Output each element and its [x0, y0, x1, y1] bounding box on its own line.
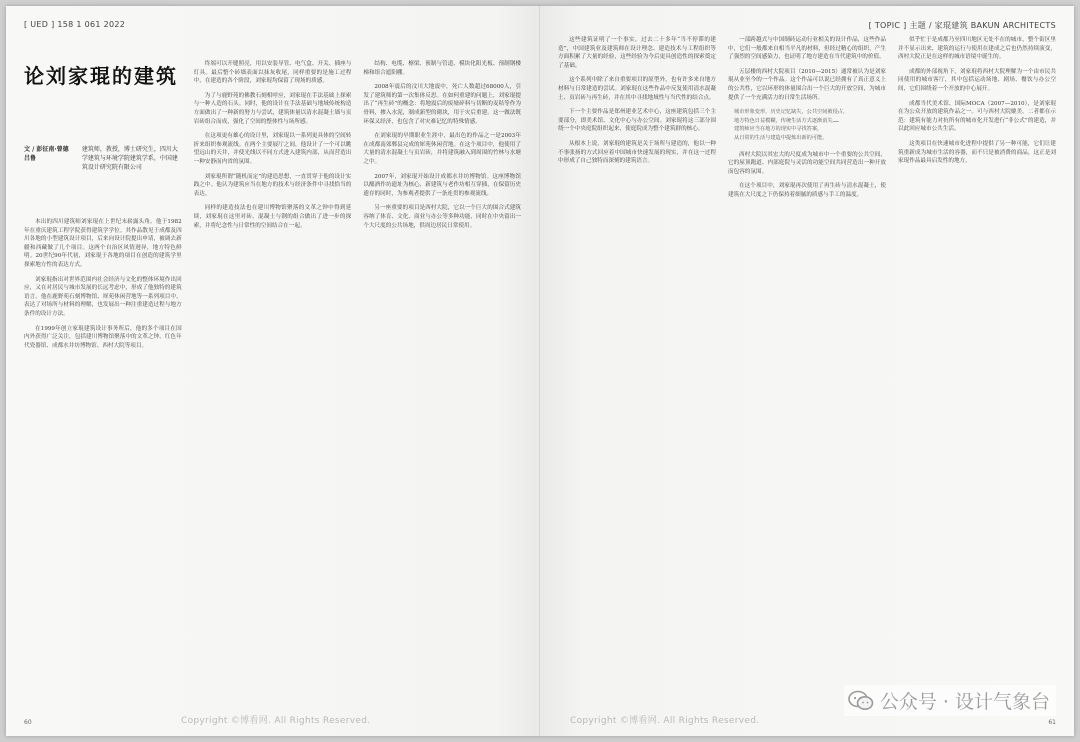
- left-column-1: [24, 60, 182, 706]
- paragraph: 下一个主要作品是郑州建业艺术中心，这座建筑包括三个主要部分，即美术馆、文化中心与办公空间。刘家琨将这三部分围绕一个中央庭院组织起来，使庭院成为整个建筑群的核心。: [558, 109, 716, 133]
- quote-line: 地方特色日益模糊，传统生活方式逐渐消失……: [734, 117, 839, 124]
- right-page: [540, 6, 1074, 736]
- paragraph: 终端可以开缝照亮，用以安装导管、电气盒、开关、插座与灯具。最后整个砖墙表面以抹灰收尾，同样重要的是施工过程中，在建造的各个阶段，刘家琨均保留了现场的质感。: [193, 61, 352, 85]
- running-head-left: [ UED ] 158 1 061 2022: [24, 20, 126, 29]
- article-title: 论刘家琨的建筑: [24, 64, 178, 88]
- right-column-3: [898, 36, 1056, 706]
- author-bio: 建筑师，教授，博士研究生，四川大学建筑与环境学院建筑学系，中国建筑设计研究院有限公司: [81, 146, 178, 171]
- paragraph: 在刘家琨的早期职业生涯中，最出色的作品之一是2003年在成都南郊郫县完成的犀苑休闲营地。在这个项目中，他使用了大量的清水混凝土与页岩砖，并将建筑融入到周围的竹林与水塘之中。: [363, 133, 522, 165]
- wechat-icon: [848, 690, 874, 712]
- quote-line: 从日常的生活与建造中提炼出新的可能。: [734, 134, 828, 141]
- copyright-left: Copyright ©博看网. All Rights Reserved.: [181, 716, 371, 726]
- quote-line: 建筑师应当在地方的现实中寻找答案，: [734, 126, 823, 133]
- paragraph: 同样的建造技法也在建川博物馆聚落的文革之钟中得到延续，刘家琨在这里对砖、混凝土与钢的组合做出了进一步的探索，并将纪念性与日常性的空间结合在一起。: [193, 205, 352, 229]
- right-page-columns: [558, 36, 1056, 706]
- right-column-2: [728, 36, 886, 706]
- running-head-right: [ TOPIC ] 主题 / 家琨建筑 BAKUN ARCHITECTS: [868, 21, 1056, 30]
- paragraph: 另一座重要的项目是西村大院，它以一个巨大的围合式建筑容纳了体育、文化、商业与办公等多种功能，同时在中央留出一个大尺度的公共场地，供周边居民日常使用。: [363, 205, 522, 229]
- paragraph: 刘家琨所谓“随机而定”的建造思想，一直贯穿于他的设计实践之中。他认为建筑应当在地方的技术与经济条件中寻找恰当的表达。: [193, 173, 352, 197]
- paragraph: 在这项更有雄心的设计里，刘家琨以一系列更具体的空间转折来组织参观流线。在两个主要展厅之间，他设计了一个可以眺望远山的天井，并使光线以不同方式进入建筑内部，从而营造出一种安静而内省的氛围。: [193, 133, 352, 165]
- left-page: [6, 6, 540, 736]
- paragraph: 2008年震后的汶川大地震中，死亡人数超过68000人，引发了建筑师的第一次集体反思。在如何重建的问题上，刘家琨提出了“再生砖”的概念：将地震后的废墟碎料与切断的麦秸等作为骨料，掺入水泥，制成新型的砌块，用于灾后重建。这一做法既环保又经济，也包含了对灾难记忆的特殊情感。: [363, 84, 522, 125]
- column-1-text: [24, 218, 182, 356]
- paragraph: 成都当代美术馆、国际MOCA（2007—2010），是刘家琨在为公众开放的建筑作品之一。可与西村大院媲美。二者都在示范：建筑有能力对抗所有的城市化开发进行“非公式”的建造，并以此回应城市公共生活。: [898, 100, 1056, 133]
- author-meta: [24, 145, 182, 172]
- paragraph: 本出的四川建筑师刘家琨在上世纪末崭露头角。他于1982年在重庆建筑工程学院获得建筑学学位。其作品散见于成都及四川各地的小型建筑设计项目，后来向设计院提出申请，被调去新疆和西藏做了几个项目。这两个自治区风情迥异，地方特色鲜明。20世纪90年代初，刘家琨于各地的项目在创造的建筑学里探索地方性的表达方式。: [24, 219, 182, 268]
- right-column-1: [558, 36, 716, 706]
- paragraph: 在1999年创立家琨建筑设计事务所后，他的多个项目在国内外获得广泛关注，包括建川博物馆聚落中的文革之钟、红色年代瓷器馆、成都水井坊博物馆、西村大院等项目。: [24, 325, 182, 349]
- paragraph: 在这个项目中，刘家琨再次使用了再生砖与清水混凝土，使建筑在大尺度之下仍保持着细腻的质感与手工的温度。: [728, 183, 886, 198]
- paragraph: 似乎忙于是成都乃至四川地区无处不在的城市，整个街区里并不显示出来，建筑的运行与使用在建成之后也仍然持续演变，西村大院正是在这样的城市语境中诞生的。: [898, 37, 1056, 61]
- author-names: 文 / 彭征南·曾德 吕鲁: [24, 146, 69, 162]
- page-number-right: 61: [1048, 719, 1056, 726]
- copyright-right: Copyright ©博看网. All Rights Reserved.: [570, 716, 760, 726]
- paragraph: 从根本上说，刘家琨的建筑是关于场所与建造的，他以一种不事张扬的方式回应着中国城市快速发展的现实，并在这一过程中形成了自己独特而深刻的建筑语言。: [558, 140, 716, 165]
- paragraph: 结构、电缆、檩梁、预制与管道、模块化阳光板、预制钢楼梯和组合遮阳棚。: [363, 61, 522, 76]
- paragraph: 2007年，刘家琨开始设计成都水井坊博物馆。这座博物馆以酿酒作坊遗址为核心，新建筑与老作坊相互穿插，在保留历史遗存的同时，为参观者提供了一条连贯的参观流线。: [363, 173, 522, 197]
- wechat-watermark: [844, 685, 1056, 716]
- column-1-body: [24, 218, 182, 356]
- paragraph: 这类项目在快速城市化进程中提供了另一种可能，它们让建筑重新成为城市生活的容器，而不只是被消费的商品，这正是刘家琨作品最具启发性的地方。: [898, 140, 1056, 165]
- page-number-left: 60: [24, 719, 32, 726]
- block-quote: [728, 108, 886, 142]
- quote-line: 城市形象变形，历史记忆缺失，公共空间被侵占，: [734, 109, 849, 116]
- left-page-columns: [24, 60, 521, 706]
- paragraph: 五层楼的西村大院项目（2010—2015）通常被认为是刘家琨从业至今的一个作品。这个作品可以说已经拥有了真正意义上的公共性，它以环形的体量围合出一个巨大的开放空间，为城市提供了一个充满活力的日常生活场所。: [728, 68, 886, 101]
- left-column-3: [363, 60, 521, 706]
- paragraph: 这些建筑证明了一个事实，过去二十多年“当不停滞的建造”，中国建筑业及建筑师在设计理念、建造技术与工程组织等方面积累了大量的经验，这些经验为今后更具创造性的探索奠定了基础。: [558, 37, 716, 69]
- paragraph: 刘家琨指出对世界范围内社会经济与文化的整体环境作出回应，又在对居民与城市发展的长远考虑中，形成了他独特的建筑语言。他在鹿野苑石刻博物馆、犀苑休闲营地等一系列项目中，表达了对场所与材料的理解，也发展出一种注重建造过程与地方条件的设计方法。: [24, 276, 182, 317]
- paragraph: 西村大院以其宏大的尺度成为城市中一个重要的公共空间，它的屋顶跑道、内部庭院与灵活的功能空间共同营造出一种开放而包容的氛围。: [728, 151, 886, 175]
- paragraph: 这个系列中除了来自重要项目的原型外，也有许多来自地方材料与日常建造的尝试。刘家琨在这些作品中反复使用清水混凝土、页岩砖与再生砖，并在其中寻找地域性与当代性的结合点。: [558, 77, 716, 101]
- watermark-text: 公众号 · 设计气象台: [879, 691, 1050, 713]
- magazine-spread: [6, 6, 1074, 736]
- paragraph: 成都的外部视角下，刘家琨将西村大院理解为一个由市民共同使用的城市客厅，其中包括运动场地、剧场、餐饮与办公空间，它们围绕着一个开放的中心展开。: [898, 68, 1056, 92]
- paragraph: 为了与鹿野苑的佛教石刻相呼应，刘家琨在手法基础上探索与一种人造的石头。同时，他的设计在手法基础与地域传统构造方面做出了一种新的努力与尝试，建筑体量以清水混凝土墙与页岩砖组合而成，强化了空间的整体性与场所感。: [193, 92, 352, 125]
- left-column-2: [194, 60, 352, 706]
- paragraph: 一部跨越式与中国制砖运动行业相关的设计作品，这些作品中，它们一般都来自相当平凡的材料，但经过精心的组织，产生了强烈的空间感染力，也证明了地方建造在当代建筑中的价值。: [728, 37, 886, 61]
